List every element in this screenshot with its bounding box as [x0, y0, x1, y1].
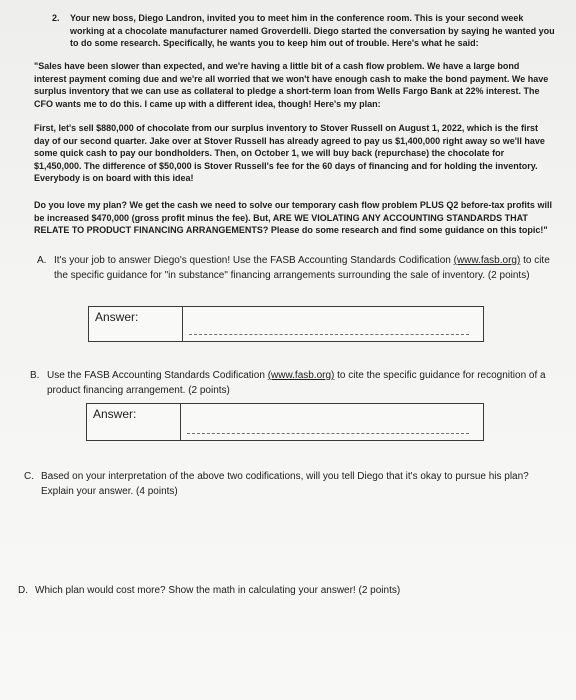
part-a-text [54, 253, 560, 283]
quote-paragraph-2: First, let's sell $880,000 of chocolate from our surplus inventory to Stover Russell on August 1, 2022, which is the first day of our second quarter. Jake over at Stover Russell has already agreed to pay us $1,400,000 right away so we'll have some quick cash to pay our bondholders. Then, on October 1, we will buy back (repurchase) the chocolate for $1,450,000. The difference of $50,000 is Stover Russell's fee for the 60 days of financing and for holding the inventory. Everybody is on board with this idea! [34, 123, 545, 183]
part-a-text-start: It's your job to answer Diego's question! Use the FASB Accounting Standards Codification [54, 255, 454, 266]
quote-paragraph-3: Do you love my plan? We get the cash we need to solve our temporary cash flow problem PLUS Q2 before-tax profits will be increased $470,000 (gross profit minus the fee). But, ARE WE VIOLATING ANY ACCOUNTING STANDARDS THAT RELATE TO PRODUCT FINANCING ARRANGEMENTS? Please do some research and find some guidance on this topic!" [34, 200, 552, 235]
answer-label: Answer: [89, 307, 183, 341]
answer-field-b[interactable] [181, 404, 483, 440]
part-c-text: Based on your interpretation of the above two codifications, will you tell Diego that it's okay to pursue his plan? Explain your answer. (4 points) [41, 471, 529, 497]
part-b-text-start: Use the FASB Accounting Standards Codification [47, 370, 268, 381]
part-d-letter: D. [18, 585, 28, 596]
fasb-link[interactable]: (www.fasb.org) [453, 255, 521, 266]
quote-paragraph-1: "Sales have been slower than expected, and we're having a little bit of a cash flow problem. We have a large bond interest payment coming due and we're all worried that we won't have enough cash to make the bond payment. We have surplus inventory that we can use as collateral to pledge a short-term loan from Wells Fargo Bank at 22% interest. The CFO wants me to do this. I came up with a different idea, though! Here's my plan: [34, 61, 549, 109]
answer-line [189, 334, 469, 335]
part-b-text [47, 368, 547, 398]
part-b-letter: B. [30, 370, 40, 381]
answer-label: Answer: [87, 404, 181, 440]
part-b-text-end: to cite the specific guidance for recognition of a product financing arrangement. (2 points) [47, 370, 546, 396]
part-a-text-end: to cite the specific guidance for "in substance" financing arrangements surrounding the sale of inventory. (2 points) [54, 255, 550, 281]
fasb-link[interactable]: (www.fasb.org) [267, 370, 335, 381]
answer-field-a[interactable] [183, 307, 483, 341]
question-2-intro: Your new boss, Diego Landron, invited you to meet him in the conference room. This is your second week working at a chocolate manufacturer named Groverdelli. Diego started the conversation by saying he wanted you to do some research. Specifically, he wants you to keep him out of trouble. Here's what he said: [70, 13, 555, 48]
part-c-letter: C. [24, 471, 34, 482]
part-d-text: Which plan would cost more? Show the math in calculating your answer! (2 points) [35, 585, 401, 596]
answer-line [187, 433, 469, 434]
answer-box-a [88, 306, 484, 342]
question-number: 2. [52, 13, 60, 23]
part-a-letter: A. [37, 255, 47, 266]
answer-box-b [86, 403, 484, 441]
